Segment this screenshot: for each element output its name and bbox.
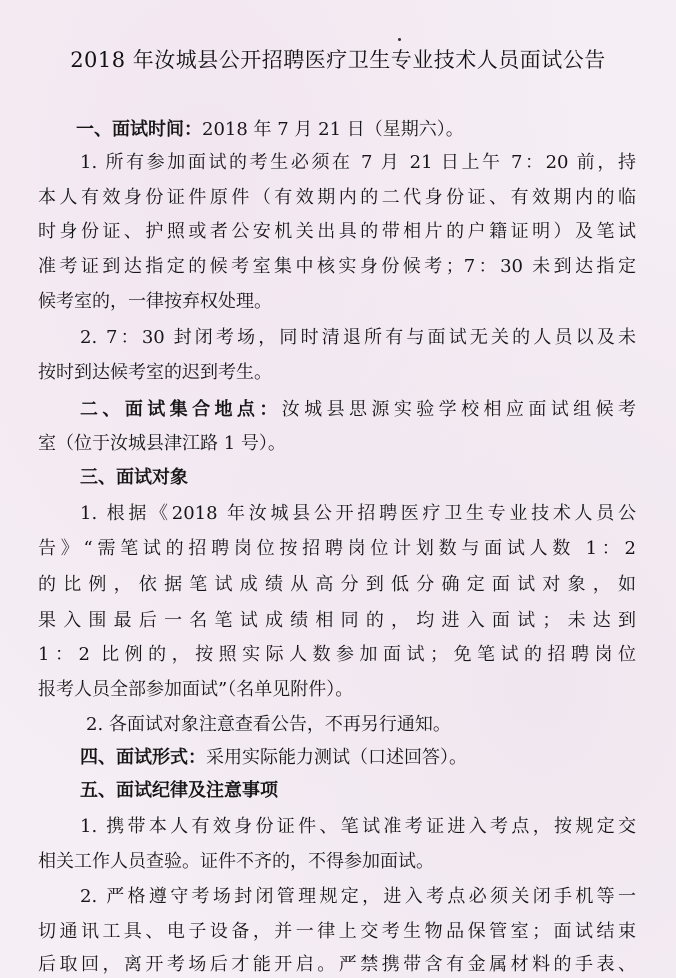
paragraph-line [38,361,272,385]
paragraph-line [80,885,636,909]
section-heading: 一、面试时间： [76,119,202,140]
line-text: 2. 严格遵守考场封闭管理规定，进入考点必须关闭手机等一 [80,886,636,907]
line-text: 切通讯工具、电子设备，并一律上交考生物品保管室；面试结束 [38,921,636,942]
section-text: 采用实际能力测试（口述回答）。 [206,747,467,768]
paragraph-line [38,678,353,702]
section-1-time [76,118,464,142]
paragraph-line [38,609,636,633]
line-text: 候考室的，一律按弃权处理。 [38,291,272,312]
line-text: 准考证到达指定的候考室集中核实身份候考；7：30 未到达指定 [38,256,636,277]
paragraph-line [38,953,636,977]
line-text: 本人有效身份证件原件（有效期内的二代身份证、有效期内的临 [38,187,636,208]
section-text: 2018 年 7 月 21 日（星期六）。 [202,119,464,140]
paragraph-line [80,502,636,526]
section-heading: 二、面试集合地点： [80,399,282,420]
section-heading: 四、面试形式： [80,747,206,768]
line-text: 1：2 比例的，按照实际人数参加面试；免笔试的招聘岗位 [38,644,636,665]
line-text: 按时到达候考室的迟到考生。 [38,362,272,383]
section-4-format [80,746,467,770]
paragraph-line [38,573,636,597]
section-2-location [80,398,636,422]
paragraph-line [38,290,272,314]
line-text: 2. 各面试对象注意查看公告，不再另行通知。 [86,714,451,735]
section-3-candidates [80,466,188,490]
page-title: 2018 年汝城县公开招聘医疗卫生专业技术人员面试公告 [70,48,606,72]
line-text: 的比例，依据笔试成绩从高分到低分确定面试对象，如 [38,574,636,595]
paragraph-line [38,255,636,279]
paragraph-line [80,815,636,839]
line-text: 室（位于汝城县津江路 1 号）。 [38,433,286,454]
section-5-discipline [80,779,278,803]
paragraph-line [80,326,636,350]
line-text: 相关工作人员查验。证件不齐的，不得参加面试。 [38,851,434,872]
line-text: 1. 所有参加面试的考生必须在 7 月 21 日上午 7：20 前，持 [80,152,636,173]
section-text: 汝城县思源实验学校相应面试组候考 [281,399,636,420]
paragraph-line [38,850,434,874]
paragraph-line [38,432,286,456]
line-text: 告》“需笔试的招聘岗位按招聘岗位计划数与面试人数 1：2 [38,538,636,559]
section-heading: 五、面试纪律及注意事项 [80,780,278,801]
line-text: 果入围最后一名笔试成绩相同的，均进入面试；未达到 [38,610,636,631]
paragraph-line [38,643,636,667]
line-text: 后取回，离开考场后才能开启。严禁携带含有金属材料的手表、 [38,954,636,975]
paragraph-line [86,713,451,737]
section-heading: 三、面试对象 [80,467,188,488]
line-text: 时身份证、护照或者公安机关出具的带相片的户籍证明）及笔试 [38,221,636,242]
paragraph-line [80,151,636,175]
paragraph-line [38,537,636,561]
ink-dot [398,38,401,41]
paragraph-line [38,920,636,944]
line-text: 报考人员全部参加面试”（名单见附件）。 [38,679,354,700]
line-text: 1. 携带本人有效身份证件、笔试准考证进入考点，按规定交 [80,816,636,837]
line-text: 2. 7：30 封闭考场，同时清退所有与面试无关的人员以及未 [80,327,636,348]
paragraph-line [38,220,636,244]
paragraph-line [38,186,636,210]
line-text: 1. 根据《2018 年汝城县公开招聘医疗卫生专业技术人员公 [80,503,636,524]
